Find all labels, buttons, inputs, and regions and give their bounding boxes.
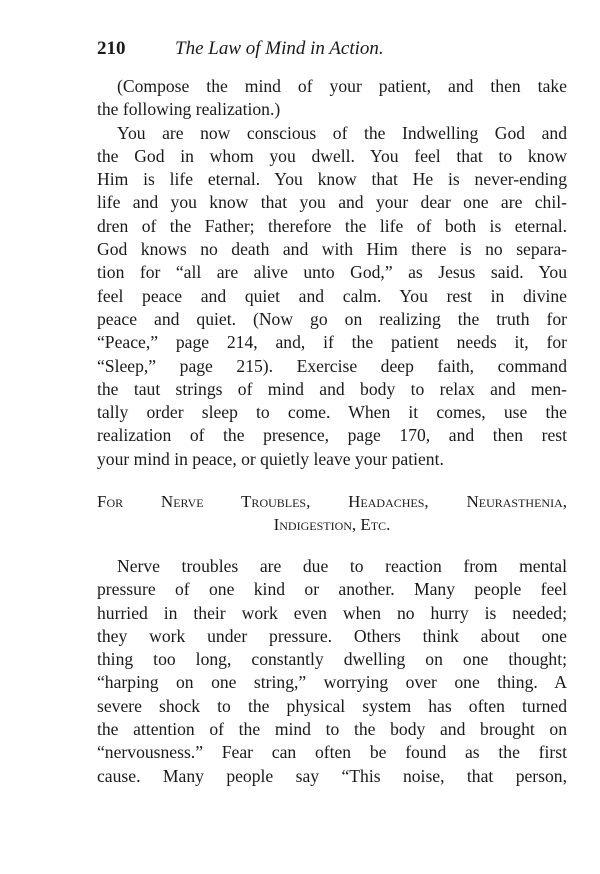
text-line: hurried in their work even when no hurry is needed; xyxy=(97,602,567,623)
text-line: the attention of the mind to the body and brought on xyxy=(97,719,567,740)
text-line: Him is life eternal. You know that He is never-ending xyxy=(97,169,567,190)
text-line: peace and quiet. (Now go on realizing the truth for xyxy=(97,308,567,329)
text-line: “Peace,” page 214, and, if the patient needs it, for xyxy=(97,332,567,353)
text-line: tally order sleep to come. When it comes, use the xyxy=(97,402,567,423)
paragraph-nerve-troubles xyxy=(97,555,567,788)
text-line: the taut strings of mind and body to relax and men- xyxy=(97,378,567,399)
text-line: (Compose the mind of your patient, and then take xyxy=(117,76,567,96)
text-line: your mind in peace, or quietly leave your patient. xyxy=(97,448,444,469)
text-line: God knows no death and with Him there is no separa- xyxy=(97,239,567,260)
running-title: The Law of Mind in Action. xyxy=(175,38,384,59)
text-line: they work under pressure. Others think about one xyxy=(97,625,567,646)
section-heading xyxy=(97,490,567,537)
paragraph-realization xyxy=(97,122,567,471)
text-line: the God in whom you dwell. You feel that to know xyxy=(97,145,567,166)
text-line: cause. Many people say “This noise, that person, xyxy=(97,765,567,786)
text-line: “nervousness.” Fear can often be found as the first xyxy=(97,742,567,763)
text-line: “Sleep,” page 215). Exercise deep faith, command xyxy=(97,355,567,376)
text-line: You are now conscious of the Indwelling God and xyxy=(117,122,567,143)
text-line: severe shock to the physical system has often turned xyxy=(97,695,567,716)
text-line: “harping on one string,” worrying over one thing. A xyxy=(97,672,567,693)
text-line: Nerve troubles are due to reaction from mental xyxy=(117,556,567,576)
paragraph-compose xyxy=(97,75,567,122)
text-line: tion for “all are alive unto God,” as Jesus said. You xyxy=(97,262,567,283)
text-line: realization of the presence, page 170, and then rest xyxy=(97,425,567,446)
text-line: thing too long, constantly dwelling on one thought; xyxy=(97,649,567,670)
text-line: feel peace and quiet and calm. You rest in divine xyxy=(97,285,567,306)
text-line: pressure of one kind or another. Many people feel xyxy=(97,579,567,600)
text-line: the following realization.) xyxy=(97,99,281,120)
text-line: life and you know that you and your dear one are chil- xyxy=(97,192,567,213)
text-line: dren of the Father; therefore the life of both is eternal. xyxy=(97,215,567,236)
heading-line: Indigestion, Etc. xyxy=(273,515,391,535)
page-number: 210 xyxy=(97,38,126,59)
heading-line: For Nerve Troubles, Headaches, Neurasthenia, xyxy=(97,492,567,511)
